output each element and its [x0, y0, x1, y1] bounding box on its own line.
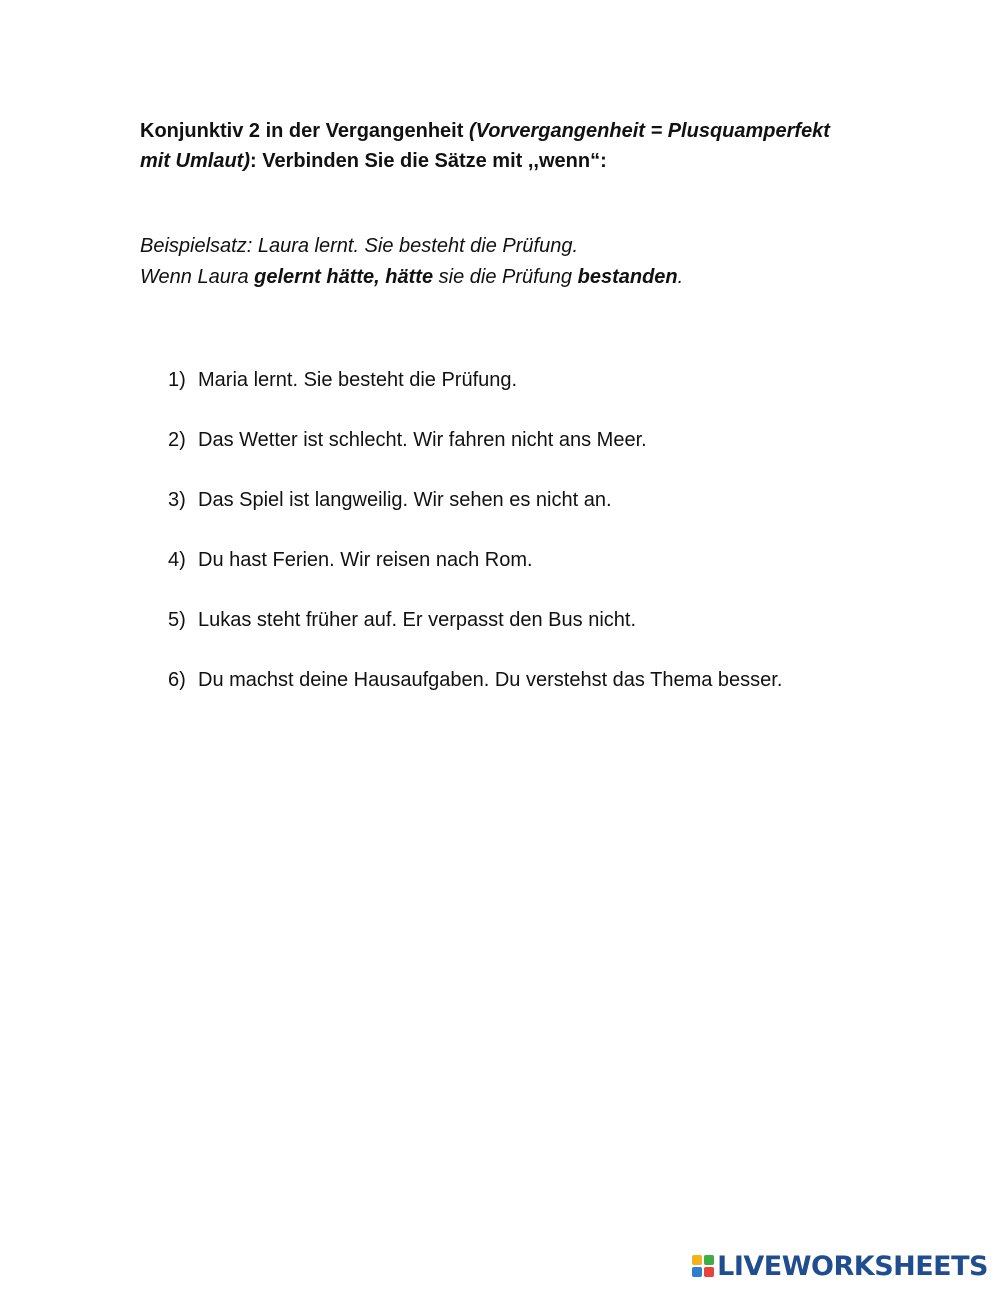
example-line-2 [140, 262, 860, 293]
example-line-2-e: . [677, 266, 684, 288]
task-text: Das Spiel ist langweilig. Wir sehen es nicht an. [198, 489, 612, 511]
logo-mark-icon [692, 1255, 714, 1277]
task-text: Du hast Ferien. Wir reisen nach Rom. [198, 549, 533, 571]
example-line-2-b: gelernt hätte, hätte [254, 266, 434, 288]
task-text: Du machst deine Hausaufgaben. Du verstehst das Thema besser. [198, 669, 783, 691]
example-line-2-c: sie die Prüfung [433, 266, 578, 288]
example-line-2-d: bestanden [577, 266, 678, 288]
task-number: 3) [168, 489, 186, 511]
task-item [168, 664, 888, 696]
logo-square-icon [704, 1255, 714, 1265]
task-item [168, 604, 888, 636]
task-item [168, 424, 888, 456]
task-text: Maria lernt. Sie besteht die Prüfung. [198, 369, 518, 391]
task-item [168, 364, 888, 396]
heading-part1: Konjunktiv 2 in der Vergangenheit [140, 120, 469, 142]
task-item [168, 544, 888, 576]
task-number: 5) [168, 609, 186, 631]
task-number: 2) [168, 429, 186, 451]
logo-square-icon [704, 1267, 714, 1277]
task-list [168, 364, 888, 724]
task-text: Das Wetter ist schlecht. Wir fahren nicht ans Meer. [198, 429, 647, 451]
example-line-2-a: Wenn Laura [140, 266, 255, 288]
task-number: 1) [168, 369, 186, 391]
task-number: 6) [168, 669, 186, 691]
logo-square-icon [692, 1267, 702, 1277]
task-number: 4) [168, 549, 186, 571]
heading-italic: (Vorvergangenheit = Plusquamperfekt mit Umlaut) [140, 120, 830, 172]
logo-square-icon [692, 1255, 702, 1265]
task-item [168, 484, 888, 516]
example-block [140, 231, 860, 293]
exercise-heading [140, 116, 860, 176]
logo-text: LIVEWORKSHEETS [717, 1250, 988, 1282]
task-text: Lukas steht früher auf. Er verpasst den Bus nicht. [198, 609, 637, 631]
example-line-1: Beispielsatz: Laura lernt. Sie besteht die Prüfung. [140, 235, 579, 257]
liveworksheets-logo [692, 1250, 988, 1282]
heading-part2: : Verbinden Sie die Sätze mit ,,wenn“: [250, 150, 607, 172]
